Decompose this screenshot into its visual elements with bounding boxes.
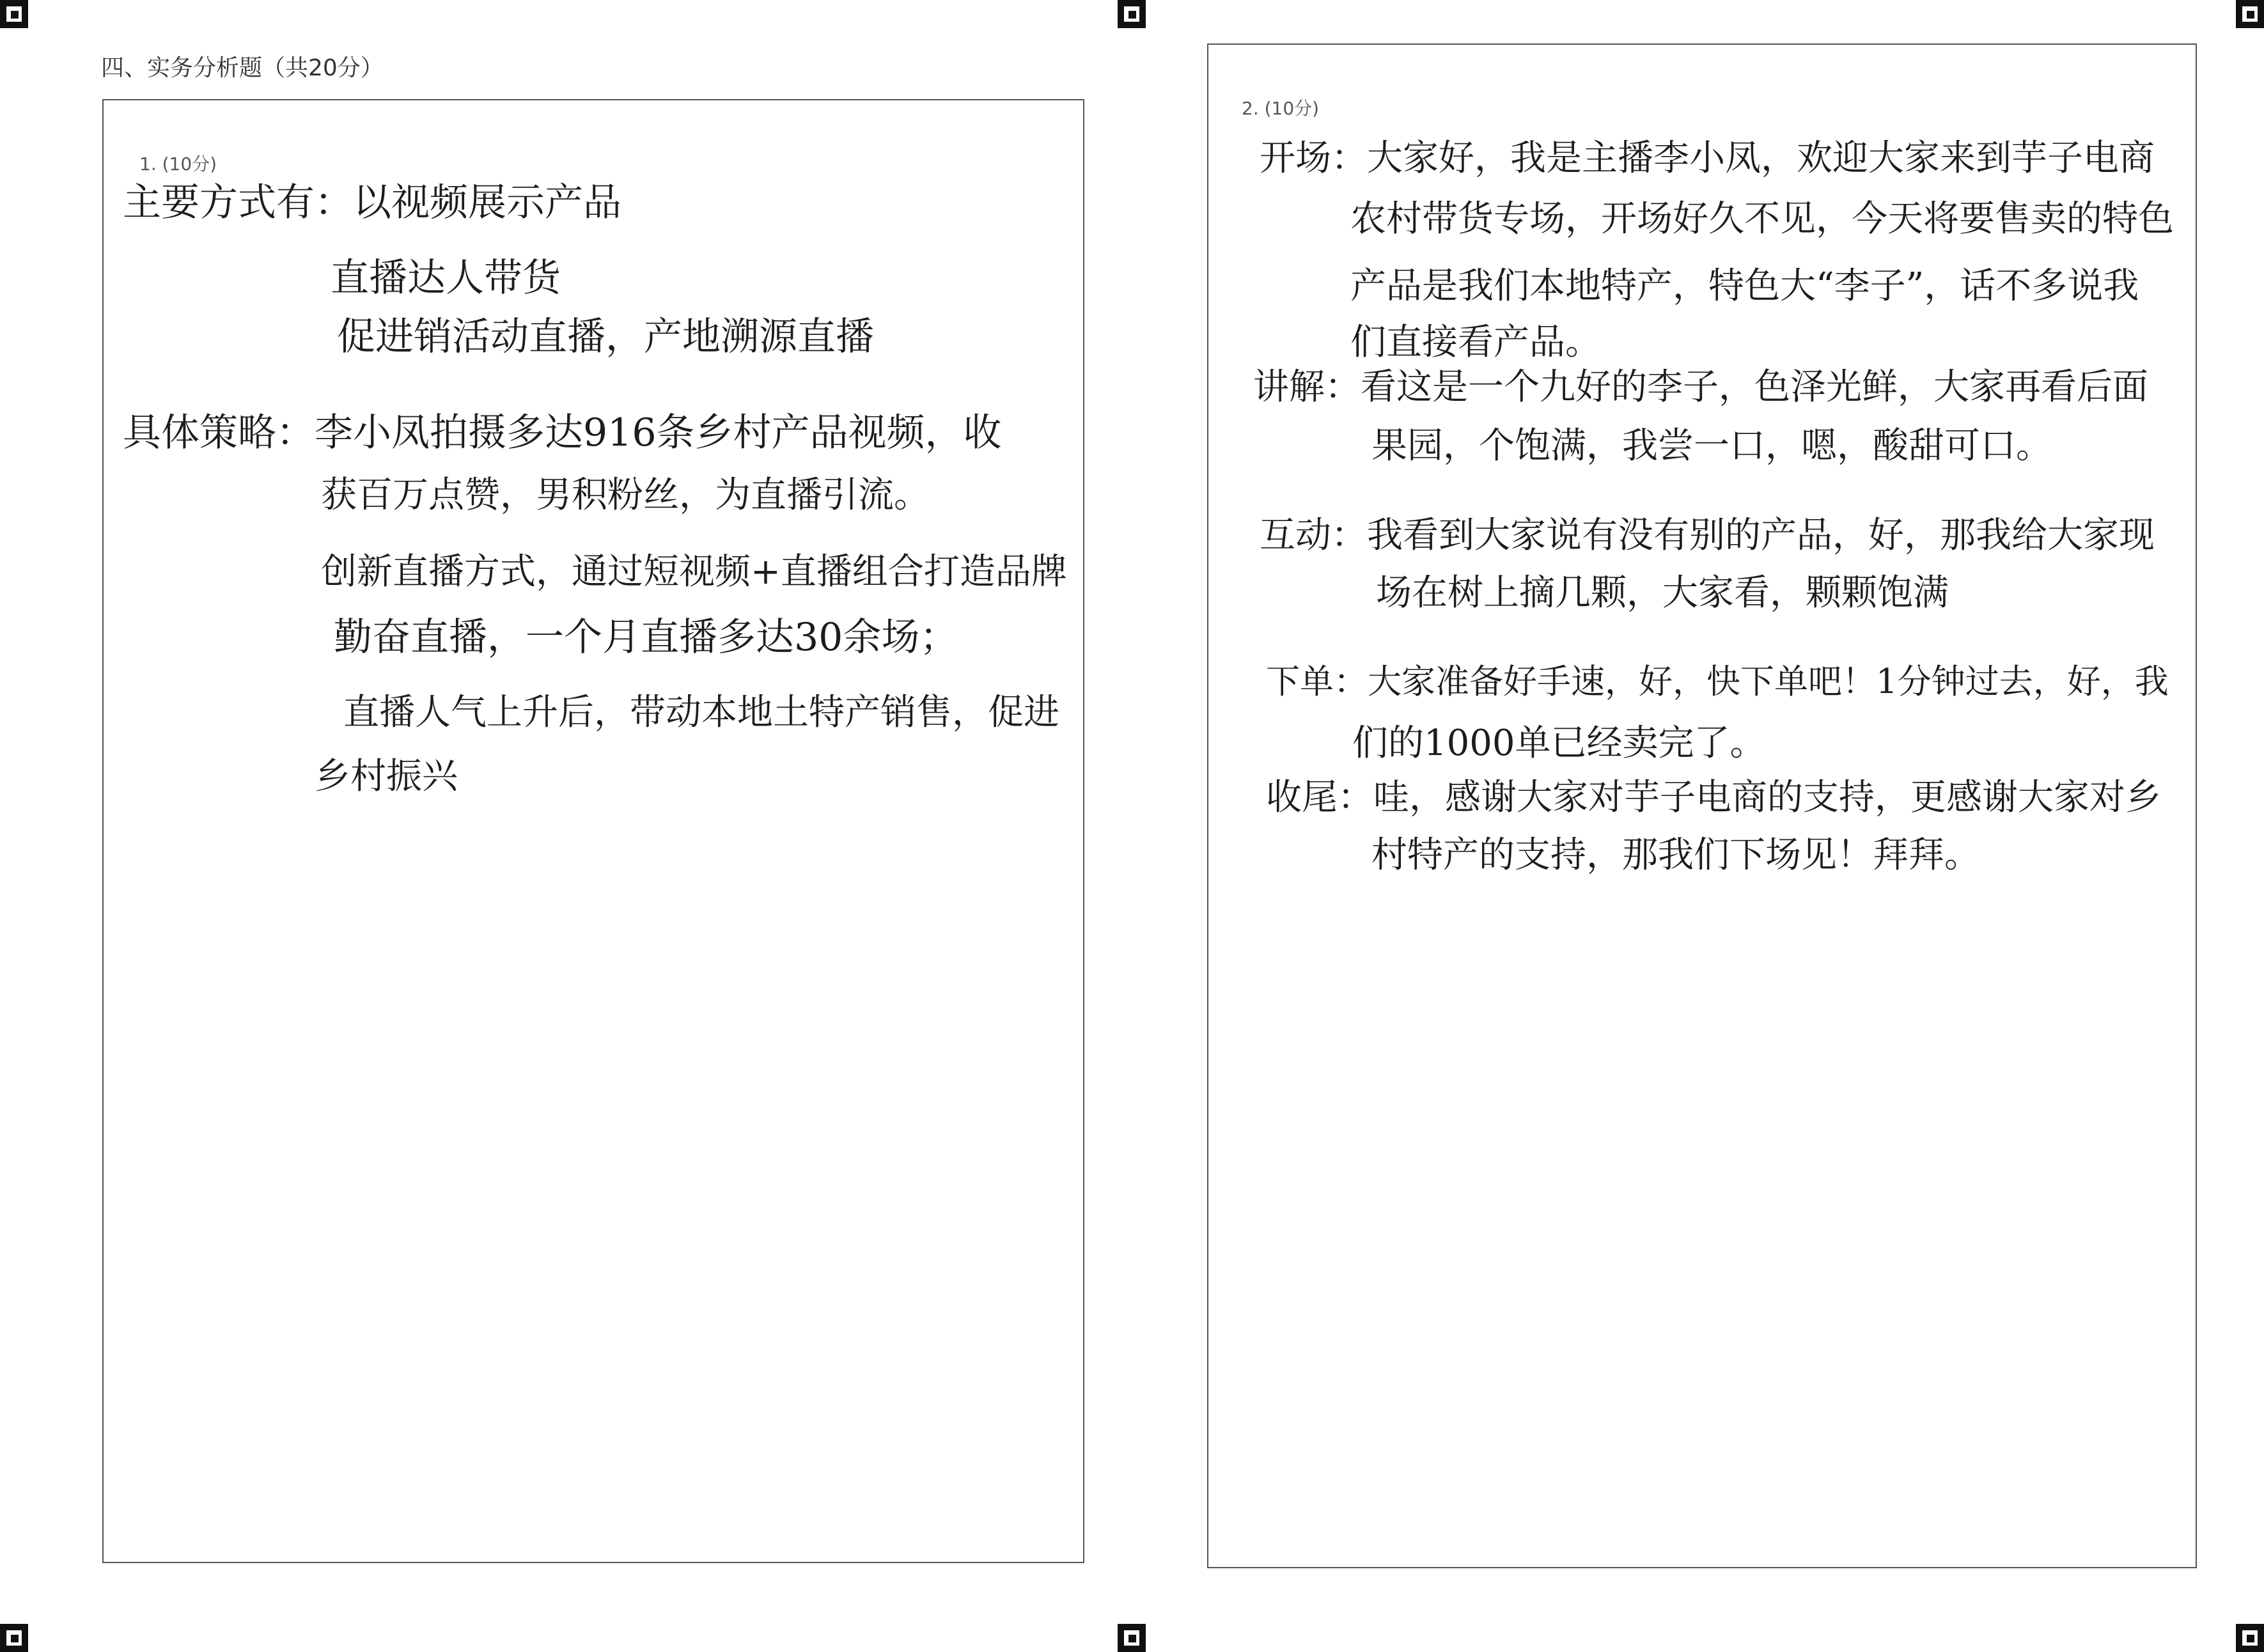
answer-line: 主要方式有：以视频展示产品 [123,180,621,225]
answer-box-q2 [1207,43,2197,1568]
answer-line: 村特产的支持，那我们下场见！拜拜。 [1371,834,1980,876]
corner-marker-bottom-left [0,1624,28,1652]
answer-line: 产品是我们本地特产，特色大“李子”，话不多说我 [1350,265,2139,307]
corner-marker-bottom-center [1118,1624,1146,1652]
answer-line: 互动：我看到大家说有没有别的产品，好，那我给大家现 [1260,515,2155,556]
answer-line: 开场：大家好，我是主播李小凤，欢迎大家来到芋子电商 [1260,137,2155,179]
answer-line: 收尾：哇，感谢大家对芋子电商的支持，更感谢大家对乡 [1266,777,2161,818]
section-title: 四、实务分析题（共20分） [101,55,384,81]
question-label-q2: 2. (10分) [1242,98,1320,119]
answer-line: 创新直播方式，通过短视频+直播组合打造品牌 [321,551,1067,593]
answer-line: 直播达人带货 [331,256,561,300]
answer-line: 直播人气上升后，带动本地土特产销售，促进 [343,692,1059,733]
answer-line: 促进销活动直播，产地溯源直播 [337,315,874,359]
answer-line: 场在树上摘几颗，大家看，颗颗饱满 [1376,572,1949,614]
answer-line: 具体策略：李小凤拍摄多达916条乡村产品视频，收 [123,410,1002,455]
answer-line: 果园，个饱满，我尝一口，嗯，酸甜可口。 [1371,425,2052,467]
answer-line: 农村带货专场，开场好久不见，今天将要售卖的特色 [1350,198,2174,240]
corner-marker-bottom-right [2236,1624,2264,1652]
corner-marker-top-center [1118,0,1146,28]
answer-line: 们的1000单已经卖完了。 [1352,722,1766,764]
answer-line: 乡村振兴 [315,756,458,797]
answer-line: 获百万点赞，男积粉丝，为直播引流。 [321,474,930,516]
answer-box-q1 [102,99,1084,1563]
question-label-q1: 1. (10分) [139,153,217,175]
answer-line: 勤奋直播，一个月直播多达30余场； [334,615,958,660]
answer-line: 讲解：看这是一个九好的李子，色泽光鲜，大家再看后面 [1253,366,2148,408]
corner-marker-top-right [2236,0,2264,28]
answer-line: 下单：大家准备好手速，好，快下单吧！1分钟过去，好，我 [1266,662,2169,701]
corner-marker-top-left [0,0,28,28]
answer-line: 们直接看产品。 [1350,322,1601,363]
